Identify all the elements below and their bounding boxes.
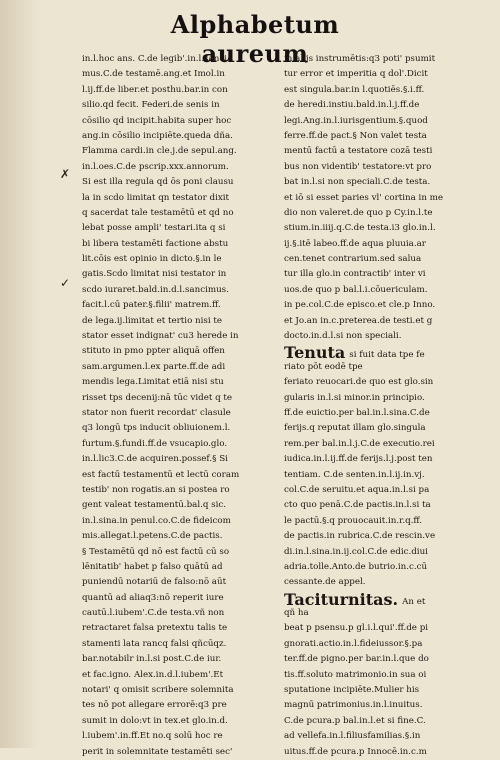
text-line: stium.in.iiij.q.C.de testa.i3 glo.in.l. bbox=[284, 223, 436, 234]
taciturnitas-entry-heading: Taciturnitas. bbox=[284, 589, 399, 609]
page-title: Alphabetum aureum bbox=[170, 10, 340, 68]
text-line: rem.per bal.in.l.j.C.de executio.rei bbox=[284, 438, 435, 449]
text-line: bar.notabilr in.l.si post.C.de iur. bbox=[82, 654, 222, 665]
text-line: est factū testamentū et lectū coram bbox=[82, 469, 240, 480]
text-line: in.l.oes.C.de pscrip.xxx.annorum. bbox=[82, 161, 229, 172]
text-line: de lega.ij.limitat et tertio nisi te bbox=[82, 315, 223, 326]
text-line: scdo iuraret.bald.in.d.l.sancimus. bbox=[82, 284, 229, 295]
text-line: qñ ha bbox=[284, 608, 309, 619]
text-line: sputatione incipiēte.Mulier his bbox=[284, 685, 420, 696]
text-line: testib' non rogatis.an si postea ro bbox=[82, 484, 230, 495]
text-line: feriato reuocari.de quo est glo.sin bbox=[284, 377, 434, 388]
text-line: in.l.lic3.C.de acquiren.possef.§ Si bbox=[82, 454, 228, 465]
text-line: stamenti lata rancq falsi qñcūqz. bbox=[82, 638, 227, 649]
text-line: Flamma cardi.in cle.j.de sepul.ang. bbox=[82, 146, 237, 157]
text-line: cto quo penā.C.de pactis.in.l.si ta bbox=[284, 500, 431, 511]
text-line: sam.argumen.l.ex parte.ff.de adi bbox=[82, 361, 226, 372]
text-line: An et bbox=[402, 596, 426, 607]
text-line: q sacerdat tale testamētū et qd no bbox=[82, 207, 234, 218]
text-line: stator esset indignat' cu3 herede in bbox=[82, 331, 239, 342]
text-line: uos.de quo p bal.l.i.cōuericulam. bbox=[284, 284, 428, 295]
text-line: l.iubem'.in.ff.Et no.q solū hoc re bbox=[82, 731, 223, 742]
taciturnitas-entry-first-line bbox=[284, 589, 476, 609]
tenuta-entry-heading: Tenuta bbox=[284, 343, 346, 363]
text-line: la in scdo limitat qn testator dixit bbox=[82, 192, 230, 203]
text-line: le pactū.§.q prouocauit.in.r.q.ff. bbox=[284, 515, 423, 526]
text-line: uitus.ff.de pcura.p Innocē.in.c.m bbox=[284, 746, 427, 757]
text-line: puniendū notariū de falso:nō aūt bbox=[82, 577, 227, 588]
text-line: dio non valeret.de quo p Cy.in.l.te bbox=[284, 207, 433, 218]
text-line: risset tps decenij:nā tūc videt q te bbox=[82, 392, 233, 403]
text-line: et fac.igno. Alex.in.d.l.iubem'.Et bbox=[82, 669, 224, 680]
text-line: tentiam. C.de senten.in.l.ij.in.vj. bbox=[284, 469, 425, 480]
text-line: lēnitatib' habet p falso quātū ad bbox=[82, 561, 223, 572]
text-line: stator non fuerit recordat' clasule bbox=[82, 407, 231, 418]
text-line: ff.de euictio.per bal.in.l.sina.C.de bbox=[284, 407, 430, 418]
text-line: cessante.de appel. bbox=[284, 577, 366, 588]
text-line: l.ij.ff.de liber.et posthu.bar.in con bbox=[82, 84, 228, 95]
text-line: in alijs instrumētis:q3 poti' psumit bbox=[284, 54, 436, 64]
text-line: cen.tenet contrarium.sed salua bbox=[284, 254, 422, 265]
text-line: de pactis.in rubrica.C.de rescin.ve bbox=[284, 531, 436, 542]
text-line: ferre.ff.de pact.§ Non valet testa bbox=[284, 130, 427, 141]
text-line: ang.in cōsilio incipiēte.queda dña. bbox=[82, 130, 233, 141]
text-line: gent valeat testamentū.bal.q sic. bbox=[82, 500, 227, 511]
text-line: ij.§.itē labeo.ff.de aqua pluuia.ar bbox=[284, 238, 426, 249]
text-line: riato pōt eodē tpe bbox=[284, 361, 363, 372]
text-line: est singula.bar.in l.quotiēs.§.i.ff. bbox=[284, 84, 425, 95]
text-line: et Jo.an in.c.preterea.de testi.et g bbox=[284, 315, 433, 326]
text-line: docto.in.d.l.si non speciali. bbox=[284, 331, 402, 342]
text-line: C.de pcura.p bal.in.l.et si fine.C. bbox=[284, 715, 426, 726]
text-line: stituto in pmo ppter aliquā offen bbox=[82, 346, 225, 357]
text-line: ferijs.q reputat illam glo.singula bbox=[284, 423, 426, 434]
text-line: retractaret falsa pretextu talis te bbox=[82, 623, 228, 634]
text-line: si fuit data tpe fe bbox=[349, 350, 425, 361]
text-line: ter.ff.de pigno.per bar.in.l.que do bbox=[284, 654, 429, 665]
text-line: quantū ad aliaq3:nō reperit iure bbox=[82, 592, 224, 603]
right-text-column bbox=[284, 52, 476, 760]
text-line: mis.allegat.l.petens.C.de pactis. bbox=[82, 531, 223, 542]
text-line: de heredi.instiu.bald.in.l.j.ff.de bbox=[284, 100, 420, 111]
text-line: tes nō pot allegare errorē:q3 pre bbox=[82, 700, 227, 711]
gutter-stain bbox=[0, 0, 40, 748]
text-line: in pe.col.C.de episco.et cle.p Inno. bbox=[284, 300, 436, 311]
text-line: silio.qd fecit. Federi.de senis in bbox=[82, 100, 220, 111]
text-line: magnū patrimonius.in.l.inuitus. bbox=[284, 700, 423, 711]
text-line: beat p psensu.p gl.i.l.qui'.ff.de pi bbox=[284, 623, 429, 634]
text-line: gularis in.l.si minor.in principio. bbox=[284, 392, 425, 403]
text-line: furtum.§.fundi.ff.de vsucapio.glo. bbox=[82, 438, 228, 449]
text-line: mentū factū a testatore cozā testi bbox=[284, 146, 433, 157]
text-line: § Testamētū qd nō est factū cū so bbox=[82, 546, 230, 557]
left-text-column bbox=[82, 52, 274, 760]
text-line: in.l.sina.in penul.co.C.de fideicom bbox=[82, 515, 231, 526]
text-line: adria.tolle.Anto.de butrio.in.c.cū bbox=[284, 561, 428, 572]
text-line: tur illa glo.in contractib' inter vi bbox=[284, 269, 426, 280]
text-line: Si est illa regula qd ōs poni clausu bbox=[82, 177, 234, 188]
text-line: in.l.hoc ans. C.de legib'.in.l.sanci bbox=[82, 54, 227, 64]
text-line: iudica.in.l.ij.ff.de ferijs.l.j.post ten bbox=[284, 454, 433, 465]
text-line: mus.C.de testamē.ang.et Imol.in bbox=[82, 69, 225, 80]
text-line: lebat posse ampli' testari.ita q si bbox=[82, 223, 226, 234]
text-line: cōsilio qd incipit.habita super hoc bbox=[82, 115, 232, 126]
text-line: q3 longū tps inducit obliuionem.l. bbox=[82, 423, 231, 434]
text-line: tis.ff.soluto matrimonio.in sua oi bbox=[284, 669, 427, 680]
text-line: perit in solemnitate testamēti sec' bbox=[82, 746, 233, 757]
text-line: gnorati.actio.in.l.fideiussor.§.pa bbox=[284, 638, 423, 649]
text-line: cautū.l.iubem'.C.de testa.vñ non bbox=[82, 608, 225, 619]
text-line: col.C.de seruitu.et aqua.in.l.si pa bbox=[284, 484, 430, 495]
text-line: legi.Ang.in.l.iurisgentium.§.quod bbox=[284, 115, 428, 126]
text-line: mendis lega.Limitat etiā nisi stu bbox=[82, 377, 224, 388]
text-line: notari' q omisit scribere solemnita bbox=[82, 685, 234, 696]
text-line: di.in.l.sina.in.ij.col.C.de edic.diui bbox=[284, 546, 428, 557]
margin-check-mark: ✓ bbox=[60, 276, 71, 290]
text-line: sumit in dolo:vt in tex.et glo.in.d. bbox=[82, 715, 228, 726]
text-line: facit.l.cū pater.§.filii' matrem.ff. bbox=[82, 300, 221, 311]
text-line: bi libera testamēti factione abstu bbox=[82, 238, 229, 249]
tenuta-entry-first-line bbox=[284, 343, 476, 363]
text-line: bus non videntib' testatore:vt pro bbox=[284, 161, 432, 172]
text-line: ad vellefa.in.l.filiusfamilias.§.in bbox=[284, 731, 421, 742]
margin-cross-mark: ✗ bbox=[60, 167, 71, 181]
text-line: lit.cōis est opinio in dicto.§.in le bbox=[82, 254, 222, 265]
text-line: tur error et imperitia q dol'.Dicit bbox=[284, 69, 428, 80]
text-line: et iō si esset paries vl' cortina in me bbox=[284, 192, 444, 203]
text-line: gatis.Scdo limitat nisi testator in bbox=[82, 269, 227, 280]
text-line: bat in.l.si non speciali.C.de testa. bbox=[284, 177, 431, 188]
